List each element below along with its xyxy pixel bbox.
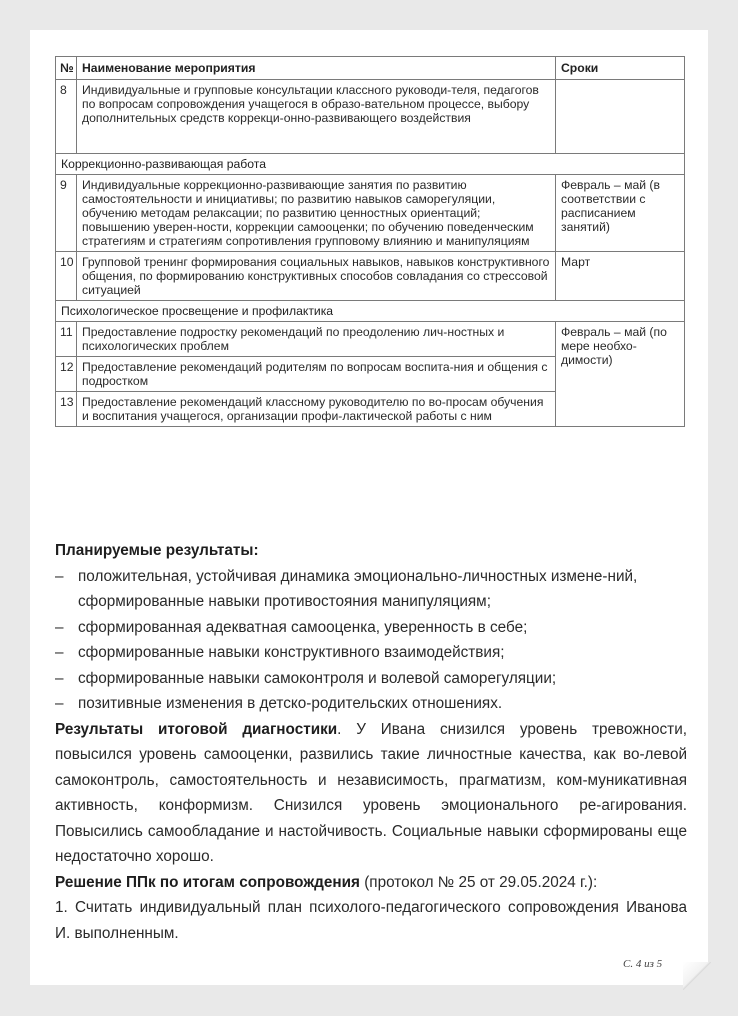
header-num: № bbox=[56, 57, 77, 80]
list-item-text: сформированные навыки самоконтроля и волевой саморегуляции; bbox=[78, 669, 557, 687]
dash-bullet-icon: – bbox=[55, 669, 64, 687]
table-header-row bbox=[56, 57, 685, 80]
document-page bbox=[30, 30, 708, 985]
header-dates: Сроки bbox=[556, 57, 685, 80]
row-num: 10 bbox=[56, 252, 77, 301]
row-text: Индивидуальные и групповые консультации классного руководи-теля, педагогов по вопросам сопровождения учащегося в образо-вательном процессе, выбору дополнительных средств коррекци-онно-развивающего воздействия bbox=[77, 80, 556, 154]
final-diagnostics-text: . У Ивана снизился уровень тревожности, повысился уровень самооценки, развились такие личностные качества, как во-левой самоконтроль, самостоятельность и независимость, прагматизм, ком-муникативная активность, конформизм. Снизился уровень эмоционального ре-агирования. Повысились самообладание и настойчивость. Социальные навыки сформированы еще недостаточно хорошо. bbox=[55, 720, 687, 865]
row-dates: Февраль – май (по мере необхо-димости) bbox=[556, 322, 685, 427]
decision-item: 1. Считать индивидуальный план психолого-педагогического сопровождения Иванова И. выполненным. bbox=[55, 899, 687, 942]
document-body bbox=[55, 538, 687, 946]
activities-table bbox=[55, 56, 685, 427]
row-text: Предоставление рекомендаций родителям по вопросам воспита-ния и общения с подростком bbox=[77, 357, 556, 392]
row-text: Предоставление подростку рекомендаций по преодолению лич-ностных и психологических проблем bbox=[77, 322, 556, 357]
page-corner-fold-icon bbox=[683, 962, 711, 990]
row-num: 13 bbox=[56, 392, 77, 427]
row-num: 12 bbox=[56, 357, 77, 392]
row-dates: Февраль – май (в соответствии с расписанием занятий) bbox=[556, 175, 685, 252]
planned-results-list bbox=[55, 564, 687, 717]
list-item-text: положительная, устойчивая динамика эмоционально-личностных измене-ний, сформированные навыки противостояния манипуляциям; bbox=[78, 567, 638, 610]
list-item bbox=[55, 564, 687, 615]
list-item-text: сформированные навыки конструктивного взаимодействия; bbox=[78, 644, 505, 661]
row-dates bbox=[556, 80, 685, 154]
dash-bullet-icon: – bbox=[55, 695, 64, 712]
final-diagnostics-paragraph bbox=[55, 717, 687, 870]
planned-results-heading: Планируемые результаты: bbox=[55, 542, 259, 559]
table-row bbox=[56, 252, 685, 301]
row-text: Индивидуальные коррекционно-развивающие занятия по развитию самостоятельности и инициативы; по развитию навыков саморегуляции, обучению методам релаксации; по развитию ценностных ориентаций; повышению уверен-ности, коррекции самооценки; по обучению поведенческим стратегиям и стратегиям сопротивления групповому влиянию и манипуляциям bbox=[77, 175, 556, 252]
row-num: 8 bbox=[56, 80, 77, 154]
table-row bbox=[56, 80, 685, 154]
dash-bullet-icon: – bbox=[55, 618, 64, 636]
decision-protocol: (протокол № 25 от 29.05.2024 г.): bbox=[359, 873, 598, 891]
section-row bbox=[56, 154, 685, 175]
row-text: Групповой тренинг формирования социальных навыков, навыков конструктивного общения, по формированию конструктивных способов совладания со стрессовой ситуацией bbox=[77, 252, 556, 301]
list-item bbox=[55, 640, 687, 666]
dash-bullet-icon: – bbox=[55, 567, 64, 585]
section-row bbox=[56, 301, 685, 322]
list-item bbox=[55, 666, 687, 692]
header-name: Наименование мероприятия bbox=[77, 57, 556, 80]
table-row bbox=[56, 175, 685, 252]
row-num: 9 bbox=[56, 175, 77, 252]
section-title: Психологическое просвещение и профилактика bbox=[56, 301, 685, 322]
page-number: С. 4 из 5 bbox=[623, 958, 663, 970]
section-title: Коррекционно-развивающая работа bbox=[56, 154, 685, 175]
row-dates: Март bbox=[556, 252, 685, 301]
list-item bbox=[55, 615, 687, 641]
row-text: Предоставление рекомендаций классному руководителю по во-просам обучения и воспитания учащегося, организации профи-лактической работы с ним bbox=[77, 392, 556, 427]
decision-paragraph bbox=[55, 870, 687, 896]
decision-heading: Решение ППк по итогам сопровождения bbox=[55, 873, 360, 891]
list-item bbox=[55, 691, 687, 717]
list-item-text: позитивные изменения в детско-родительских отношениях. bbox=[78, 695, 503, 712]
table-row bbox=[56, 322, 685, 357]
row-num: 11 bbox=[56, 322, 77, 357]
final-diagnostics-heading: Результаты итоговой диагностики bbox=[55, 720, 338, 738]
dash-bullet-icon: – bbox=[55, 644, 64, 661]
list-item-text: сформированная адекватная самооценка, уверенность в себе; bbox=[78, 618, 528, 636]
